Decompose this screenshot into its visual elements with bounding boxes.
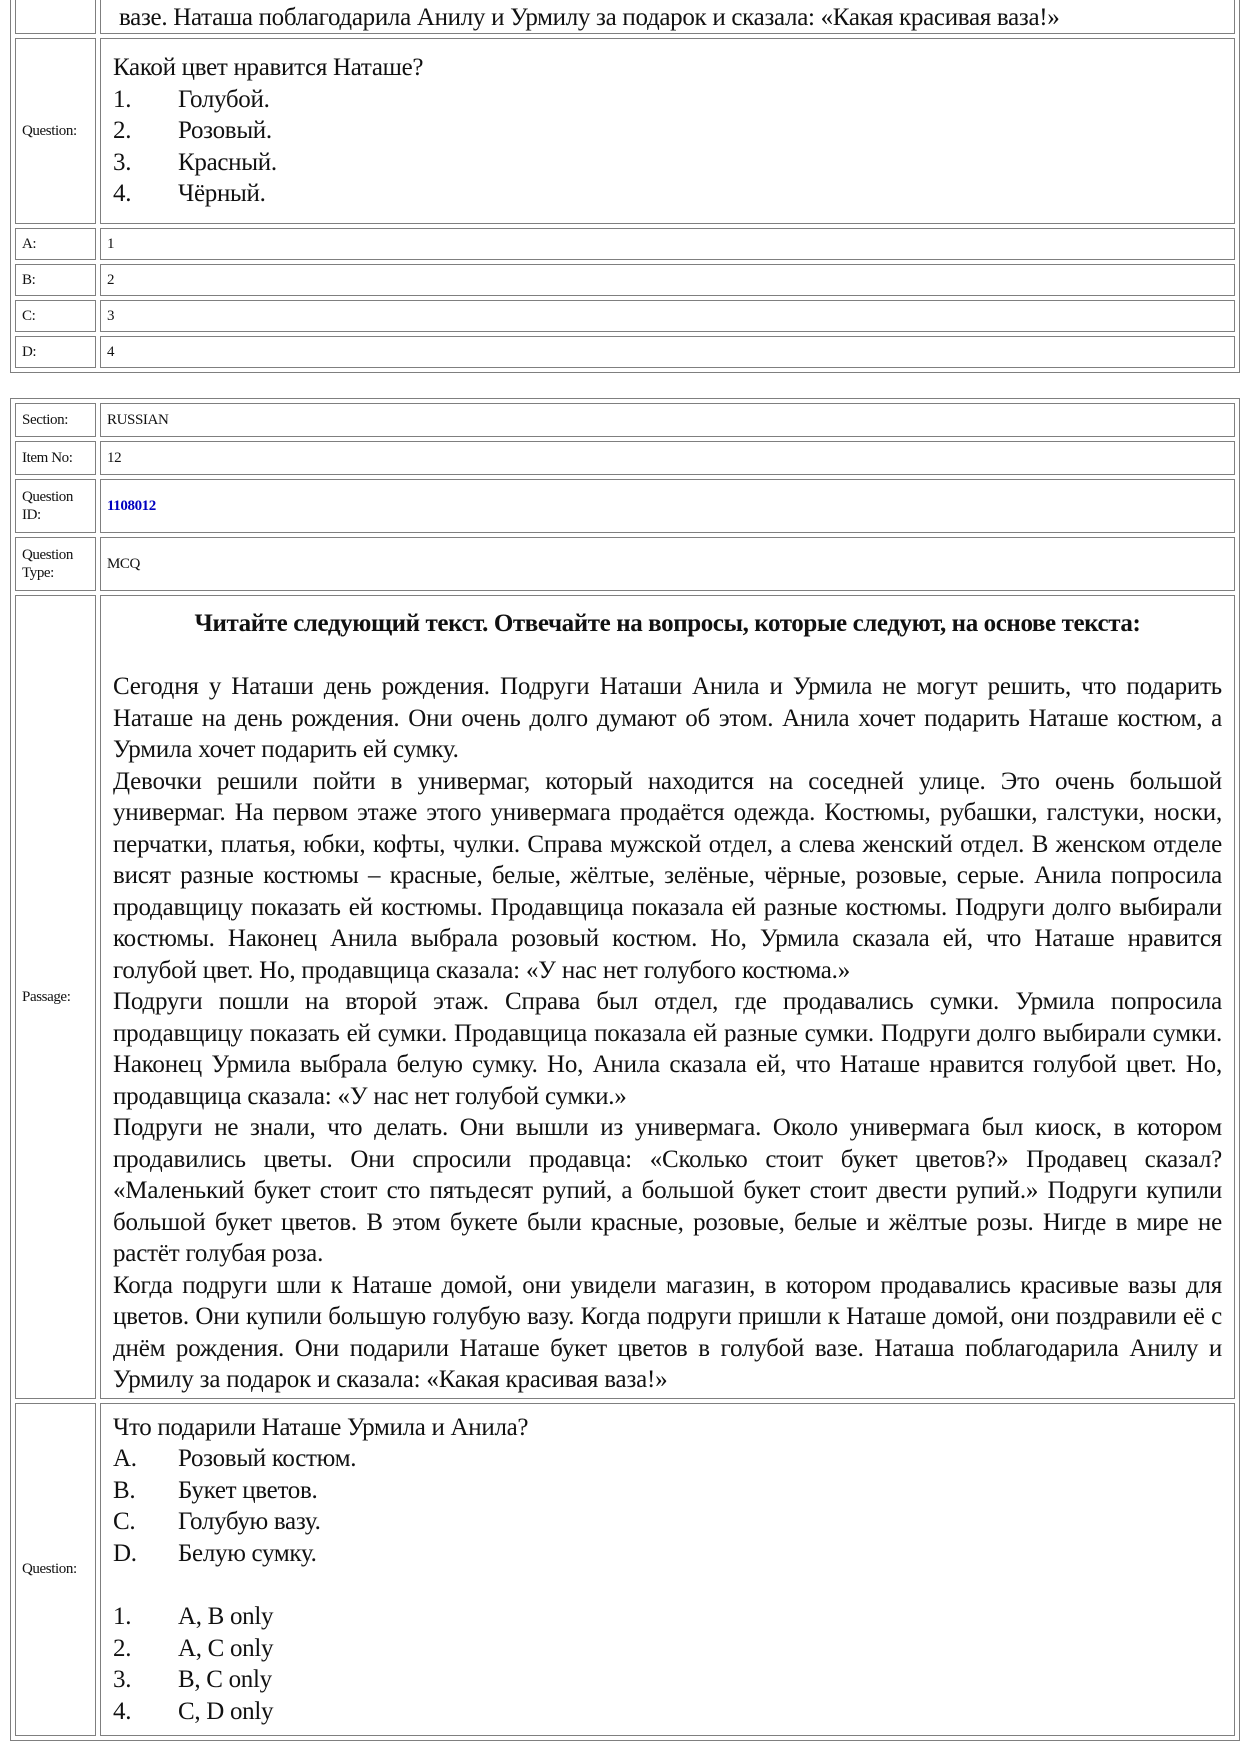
combo-option-4 xyxy=(107,1696,1228,1728)
option-letter: A. xyxy=(113,1445,137,1472)
question-text-2: Что подарили Наташе Урмила и Анила? xyxy=(113,1413,529,1441)
option-number: 4. xyxy=(113,180,132,208)
option-text: A, B only xyxy=(178,1603,274,1630)
option-1 xyxy=(107,84,1228,116)
passage-title: Читайте следующий текст. Отвечайте на вопросы, которые следуют, на основе текста: xyxy=(194,610,1141,637)
option-text: A, C only xyxy=(178,1634,274,1662)
passage-paragraph-3: Подруги пошли на второй этаж. Справа был отдел, где продавались сумки. Урмила попросила продавщицу показать ей сумки. Продавщица показала ей разные сумки. Подруги долго выбирали сумки. Наконец Урмила выбрала белую сумку. Но, Анила сказала ей, что Наташе нравится голубой цвет. Но, продавщица сказала: «У нас нет голубой сумки.» xyxy=(113,988,1222,1110)
question-type-value: MCQ xyxy=(100,537,1235,591)
letter-option-c xyxy=(107,1506,1228,1538)
section-value: RUSSIAN xyxy=(100,403,1235,437)
question-cell xyxy=(100,38,1235,224)
question-type-label: Question Type: xyxy=(15,537,96,591)
option-4 xyxy=(107,178,1228,210)
combo-option-1 xyxy=(107,1601,1228,1633)
option-text: Розовый. xyxy=(178,117,272,145)
passage-tail: вазе. Наташа поблагодарила Анилу и Урмилу за подарок и сказала: «Какая красивая ваза!» xyxy=(119,3,1060,31)
option-letter: C. xyxy=(113,1508,136,1535)
option-number: 1. xyxy=(113,85,132,113)
option-text: Розовый костюм. xyxy=(178,1445,357,1472)
option-number: 2. xyxy=(113,117,132,145)
passage-tail-cell xyxy=(100,0,1235,34)
answer-c-value: 3 xyxy=(100,300,1235,332)
question-cell-2 xyxy=(100,1403,1235,1737)
passage-paragraph-5: Когда подруги шли к Наташе домой, они увидели магазин, в котором продавались красивые вазы для цветов. Они купили большую голубую вазу. Когда подруги пришли к Наташе домой, они поздравили её с днём рождения. Они подарили Наташе букет цветов в голубой вазе. Наташа поблагодарила Анилу и Урмилу за подарок и сказала: «Какая красивая ваза!» xyxy=(113,1271,1222,1393)
option-text: B, C only xyxy=(178,1666,272,1693)
letter-option-a xyxy=(107,1443,1228,1475)
option-text: Букет цветов. xyxy=(178,1476,318,1504)
answer-b-label: B: xyxy=(15,264,96,296)
option-text: Красный. xyxy=(178,148,277,176)
option-text: Чёрный. xyxy=(178,180,266,208)
option-number: 3. xyxy=(113,148,132,176)
combo-option-3 xyxy=(107,1664,1228,1696)
option-3 xyxy=(107,147,1228,179)
section-label: Section: xyxy=(15,403,96,437)
option-number: 4. xyxy=(113,1697,132,1725)
item-no-value: 12 xyxy=(100,441,1235,475)
question-block-11 xyxy=(10,0,1240,373)
answer-a-label: A: xyxy=(15,228,96,260)
letter-option-d xyxy=(107,1538,1228,1570)
option-2 xyxy=(107,115,1228,147)
question-text: Какой цвет нравится Наташе? xyxy=(113,54,424,82)
passage-paragraph-4: Подруги не знали, что делать. Они вышли из универмага. Около универмага был киоск, в котором продавились цветы. Они спросили продавца: «Сколько стоит букет цветов?» Продавец сказал? «Маленький букет стоит сто пятьдесят рупий, а большой букет стоит двести рупий.» Подруги купили большой букет цветов. В этом букете были красные, розовые, белые и жёлтые розы. Нигде в мире не растёт голубая роза. xyxy=(113,1114,1222,1267)
passage-paragraph-2: Девочки решили пойти в универмаг, который находится на соседней улице. Это очень большой универмаг. На первом этаже этого универмага продаётся одежда. Костюмы, рубашки, галстуки, носки, перчатки, платья, юбки, кофты, чулки. Справа мужской отдел, а слева женский отдел. В женском отделе висят разные костюмы – красные, белые, жёлтые, зелёные, чёрные, розовые, серые. Анила попросила продавщицу показать ей костюмы. Продавщица показала ей разные костюмы. Подруги долго выбирали костюмы. Наконец Анила выбрала розовый костюм. Но, Урмила сказала ей, что Наташе нравится голубой цвет. Но, продавщица сказала: «У нас нет голубого костюма.» xyxy=(113,767,1222,984)
option-text: Голубую вазу. xyxy=(178,1508,321,1535)
option-number: 1. xyxy=(113,1603,132,1630)
passage-paragraph-1: Сегодня у Наташи день рождения. Подруги Наташи Анила и Урмила не могут решить, что подарить Наташе на день рождения. Они очень долго думают об этом. Анила хочет подарить Наташе костюм, а Урмила хочет подарить ей сумку. xyxy=(113,673,1222,763)
passage-label: Passage: xyxy=(15,595,96,1399)
answer-d-value: 4 xyxy=(100,336,1235,368)
answer-b-value: 2 xyxy=(100,264,1235,296)
answer-d-label: D: xyxy=(15,336,96,368)
option-number: 2. xyxy=(113,1634,132,1662)
option-letter: B. xyxy=(113,1476,136,1504)
option-number: 3. xyxy=(113,1666,132,1693)
question-label: Question: xyxy=(15,38,96,224)
question-id-link[interactable]: 1108012 xyxy=(107,497,156,514)
option-text: Голубой. xyxy=(178,85,270,113)
passage-cell xyxy=(100,595,1235,1399)
question-id-label: Question ID: xyxy=(15,479,96,533)
answer-a-value: 1 xyxy=(100,228,1235,260)
letter-option-b xyxy=(107,1475,1228,1507)
answer-c-label: C: xyxy=(15,300,96,332)
question-label-2: Question: xyxy=(15,1403,96,1737)
question-id-cell xyxy=(100,479,1235,533)
option-letter: D. xyxy=(113,1539,137,1567)
question-block-12 xyxy=(10,398,1240,1741)
combo-option-2 xyxy=(107,1633,1228,1665)
item-no-label: Item No: xyxy=(15,441,96,475)
option-text: Белую сумку. xyxy=(178,1539,317,1567)
option-text: C, D only xyxy=(178,1697,274,1725)
passage-label-cell xyxy=(15,0,96,34)
